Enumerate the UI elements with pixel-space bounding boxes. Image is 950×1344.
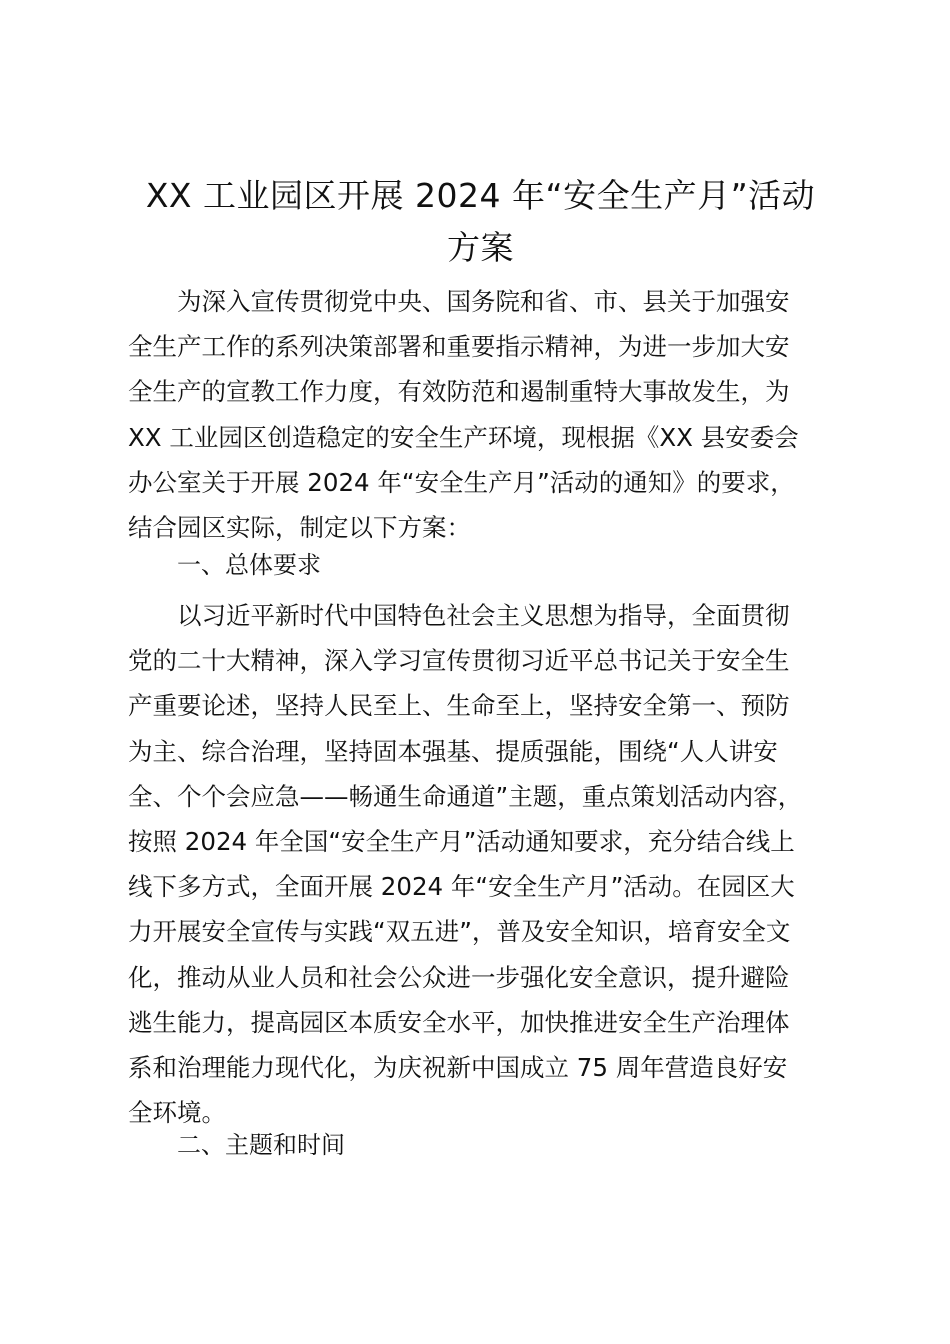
document-title-line-2: 方案 — [447, 228, 514, 267]
section-1-heading: 一、总体要求 — [177, 551, 321, 579]
paragraph-line: 为深入宣传贯彻党中央、国务院和省、市、县关于加强安 — [177, 287, 790, 316]
paragraph-line: 力开展安全宣传与实践“双五进”，普及安全知识，培育安全文 — [128, 917, 791, 947]
intro-paragraph — [128, 279, 833, 550]
paragraph-line: 系和治理能力现代化，为庆祝新中国成立 75 周年营造良好安 — [128, 1053, 788, 1083]
paragraph-line: 逃生能力，提高园区本质安全水平，加快推进安全生产治理体 — [128, 1007, 790, 1037]
section-1-paragraph — [128, 593, 833, 1135]
paragraph-line: 全、个个会应急——畅通生命通道”主题，重点策划活动内容， — [128, 781, 803, 811]
paragraph-line: 为主、综合治理，坚持固本强基、提质强能，围绕“人人讲安 — [128, 736, 778, 766]
paragraph-line: 全生产工作的系列决策部署和重要指示精神，为进一步加大安 — [128, 332, 790, 362]
section-2-heading: 二、主题和时间 — [177, 1131, 345, 1159]
paragraph-line: 产重要论述，坚持人民至上、生命至上，坚持安全第一、预防 — [128, 691, 790, 721]
paragraph-line: 全环境。 — [128, 1098, 226, 1128]
paragraph-line: XX 工业园区创造稳定的安全生产环境，现根据《XX 县安委会 — [128, 422, 799, 452]
paragraph-line: 以习近平新时代中国特色社会主义思想为指导，全面贯彻 — [177, 601, 790, 630]
paragraph-line: 全生产的宣教工作力度，有效防范和遏制重特大事故发生，为 — [128, 377, 790, 407]
document-title-line-1: XX 工业园区开展 2024 年“安全生产月”活动 — [145, 176, 816, 215]
paragraph-line: 党的二十大精神，深入学习宣传贯彻习近平总书记关于安全生 — [128, 646, 790, 676]
paragraph-line: 结合园区实际，制定以下方案： — [128, 513, 471, 543]
paragraph-line: 办公室关于开展 2024 年“安全生产月”活动的通知》的要求， — [128, 467, 795, 497]
paragraph-line: 化，推动从业人员和社会公众进一步强化安全意识，提升避险 — [128, 962, 790, 992]
paragraph-line: 线下多方式，全面开展 2024 年“安全生产月”活动。在园区大 — [128, 872, 795, 902]
paragraph-line: 按照 2024 年全国“安全生产月”活动通知要求，充分结合线上 — [128, 827, 795, 857]
